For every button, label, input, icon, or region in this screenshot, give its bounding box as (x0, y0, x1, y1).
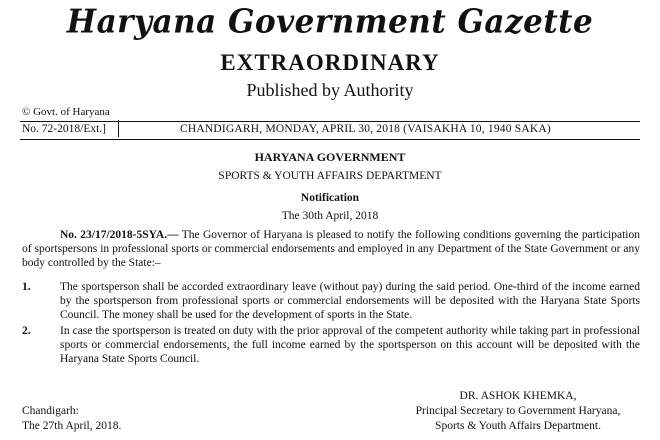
condition-2 (22, 324, 640, 366)
condition-2-number: 2. (22, 325, 31, 337)
signatory-designation: Principal Secretary to Government Haryana, (415, 405, 621, 417)
signature-date: The 27th April, 2018. (22, 420, 122, 432)
extraordinary-heading: EXTRAORDINARY (220, 50, 440, 75)
issue-place-date: CHANDIGARH, MONDAY, APRIL 30, 2018 (VAISAKHA 10, 1940 SAKA) (180, 123, 551, 135)
published-by-authority: Published by Authority (246, 80, 414, 100)
issue-separator (118, 120, 119, 137)
signature-block (396, 389, 640, 434)
gazette-title: Haryana Government Gazette (66, 3, 594, 41)
issue-number: No. 72-2018/Ext.] (22, 123, 107, 135)
issue-line (22, 123, 638, 138)
notification-date: The 30th April, 2018 (281, 210, 379, 222)
notification-reference: No. 23/17/2018-5SYA.— (60, 229, 179, 241)
signatory-name: DR. ASHOK KHEMKA, (459, 390, 577, 402)
condition-1 (22, 280, 640, 322)
signatory-department: Sports & Youth Affairs Department. (435, 420, 601, 432)
government-heading: HARYANA GOVERNMENT (254, 150, 406, 164)
condition-2-text: In case the sportsperson is treated on duty with the prior approval of the competent authority while taking part in professional sports or commercial endorsements, the full income earned by the sportsperson on this account will be deposited with the Haryana State Sports Council. (60, 325, 640, 365)
bottom-rule (20, 139, 640, 140)
top-rule (20, 121, 640, 122)
department-heading: SPORTS & YOUTH AFFAIRS DEPARTMENT (218, 170, 442, 182)
copyright-notice: © Govt. of Haryana (22, 106, 110, 118)
intro-paragraph (22, 228, 640, 270)
condition-1-text: The sportsperson shall be accorded extraordinary leave (without pay) during the said period. One-third of the income earned by the sportsperson from professional sports or commercial endorsements will be deposited with the Haryana State Sports Council. The money shall be used for the development of sports in the State. (60, 281, 640, 321)
notification-heading: Notification (300, 192, 360, 204)
intro-text: The Governor of Haryana is pleased to notify the following conditions governing the participation of sportspersons in professional sports or commercial endorsements and employed in any Department of the State Government or any body controlled by the State:– (22, 229, 640, 269)
signature-place: Chandigarh: (22, 405, 79, 417)
signature-place-date (22, 404, 121, 434)
condition-1-number: 1. (22, 281, 31, 293)
